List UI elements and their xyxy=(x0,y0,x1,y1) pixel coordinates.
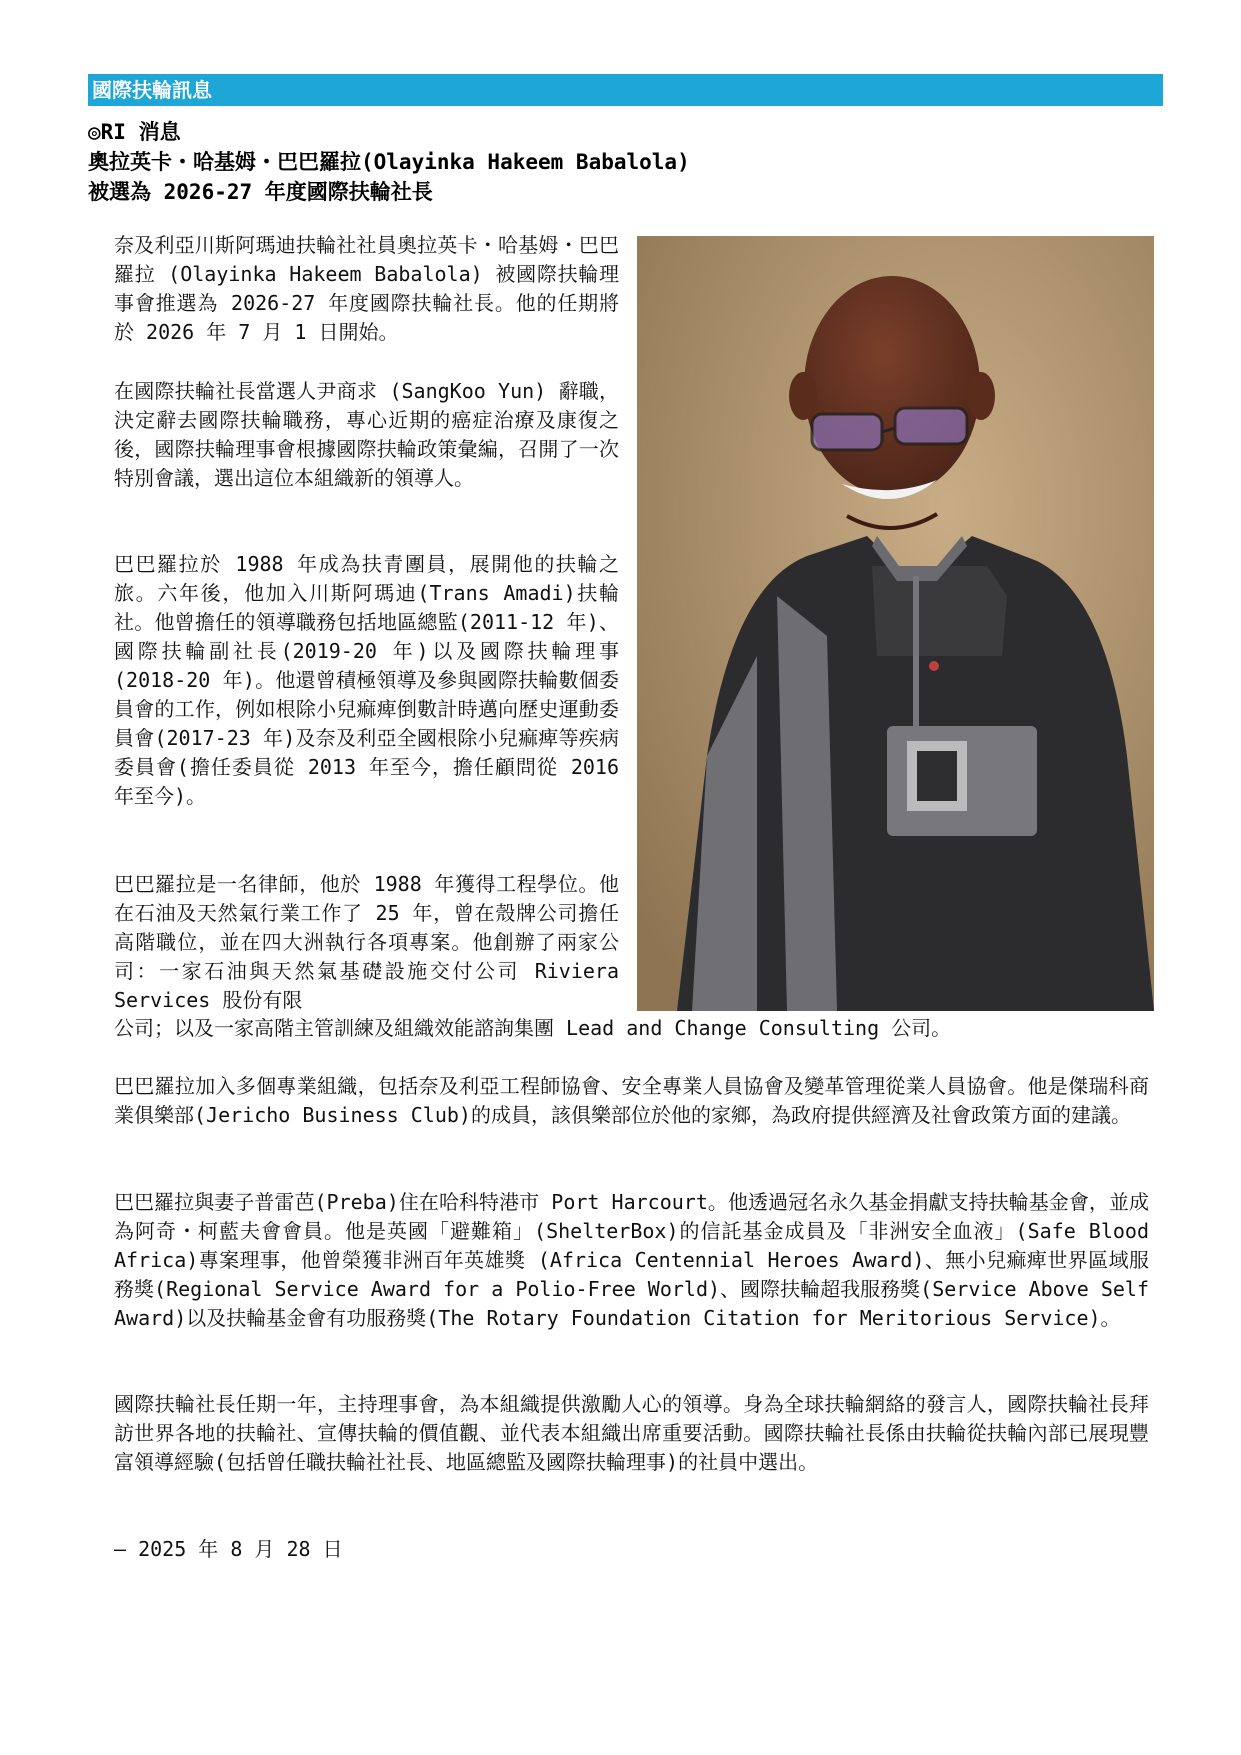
paragraph-1: 奈及利亞川斯阿瑪迪扶輪社社員奧拉英卡・哈基姆・巴巴羅拉 (Olayinka Hakeem Babalola) 被國際扶輪理事會推選為 2026-27 年度國際扶輪社長。他的任期將於 2026 年 7 月 1 日開始。 xyxy=(114,233,619,344)
paragraph-2: 在國際扶輪社長當選人尹商求 (SangKoo Yun) 辭職，決定辭去國際扶輪職務，專心近期的癌症治療及康復之後，國際扶輪理事會根據國際扶輪政策彙編，召開了一次特別會議，選出這位本組織新的領導人。 xyxy=(114,379,619,490)
paragraph-3: 巴巴羅拉於 1988 年成為扶青團員，展開他的扶輪之旅。六年後，他加入川斯阿瑪迪(Trans Amadi)扶輪社。他曾擔任的領導職務包括地區總監(2011-12 年)、國際扶輪副社長(2019-20 年)以及國際扶輪理事 (2018-20 年)。他還曾積極領導及參與國際扶輪數個委員會的工作，例如根除小兒痲痺倒數計時邁向歷史運動委員會(2017-23 年)及奈及利亞全國根除小兒痲痺等疾病委員會(擔任委員從 2013 年至今，擔任顧問從 2016 年至今)。 xyxy=(114,552,619,808)
paragraph-6: 巴巴羅拉與妻子普雷芭(Preba)住在哈科特港市 Port Harcourt。他透過冠名永久基金捐獻支持扶輪基金會，並成為阿奇・柯藍夫會會員。他是英國「避難箱」(ShelterBox)的信託基金成員及「非洲安全血液」(Safe Blood Africa)專案理事，他曾榮獲非洲百年英雄獎 (Africa Centennial Heroes Award)、無小兒痲痺世界區域服務獎(Regional Service Award for a Polio-Free World)、國際扶輪超我服務獎(Service Above Self Award)以及扶輪基金會有功服務獎(The Rotary Foundation Citation for Meritorious Service)。 xyxy=(114,1190,1149,1330)
paragraph-5: 巴巴羅拉加入多個專業組織，包括奈及利亞工程師協會、安全專業人員協會及變革管理從業人員協會。他是傑瑞科商業俱樂部(Jericho Business Club)的成員，該俱樂部位於他的家鄉，為政府提供經濟及社會政策方面的建議。 xyxy=(114,1074,1149,1127)
headline-name: 奧拉英卡・哈基姆・巴巴羅拉(Olayinka Hakeem Babalola) xyxy=(88,150,690,174)
paragraph-4a: 巴巴羅拉是一名律師，他於 1988 年獲得工程學位。他在石油及天然氣行業工作了 25 年，曾在殼牌公司擔任高階職位，並在四大洲執行各項專案。他創辦了兩家公司：一家石油與天然氣基礎設施交付公司 Riviera Services 股份有限 xyxy=(114,872,619,1012)
headline-subtitle: 被選為 2026-27 年度國際扶輪社長 xyxy=(88,180,433,204)
portrait-photo xyxy=(637,236,1154,1011)
news-tag: ◎RI 消息 xyxy=(88,120,181,144)
publish-date: — 2025 年 8 月 28 日 xyxy=(114,1537,343,1561)
paragraph-4b: 公司；以及一家高階主管訓練及組織效能諮詢集團 Lead and Change Consulting 公司。 xyxy=(114,1016,952,1040)
paragraph-7: 國際扶輪社長任期一年，主持理事會，為本組織提供激勵人心的領導。身為全球扶輪網絡的發言人，國際扶輪社長拜訪世界各地的扶輪社、宣傳扶輪的價值觀、並代表本組織出席重要活動。國際扶輪社長係由扶輪從扶輪內部已展現豐富領導經驗(包括曾任職扶輪社社長、地區總監及國際扶輪理事)的社員中選出。 xyxy=(114,1392,1149,1474)
section-header-bar: 國際扶輪訊息 xyxy=(88,74,1163,106)
